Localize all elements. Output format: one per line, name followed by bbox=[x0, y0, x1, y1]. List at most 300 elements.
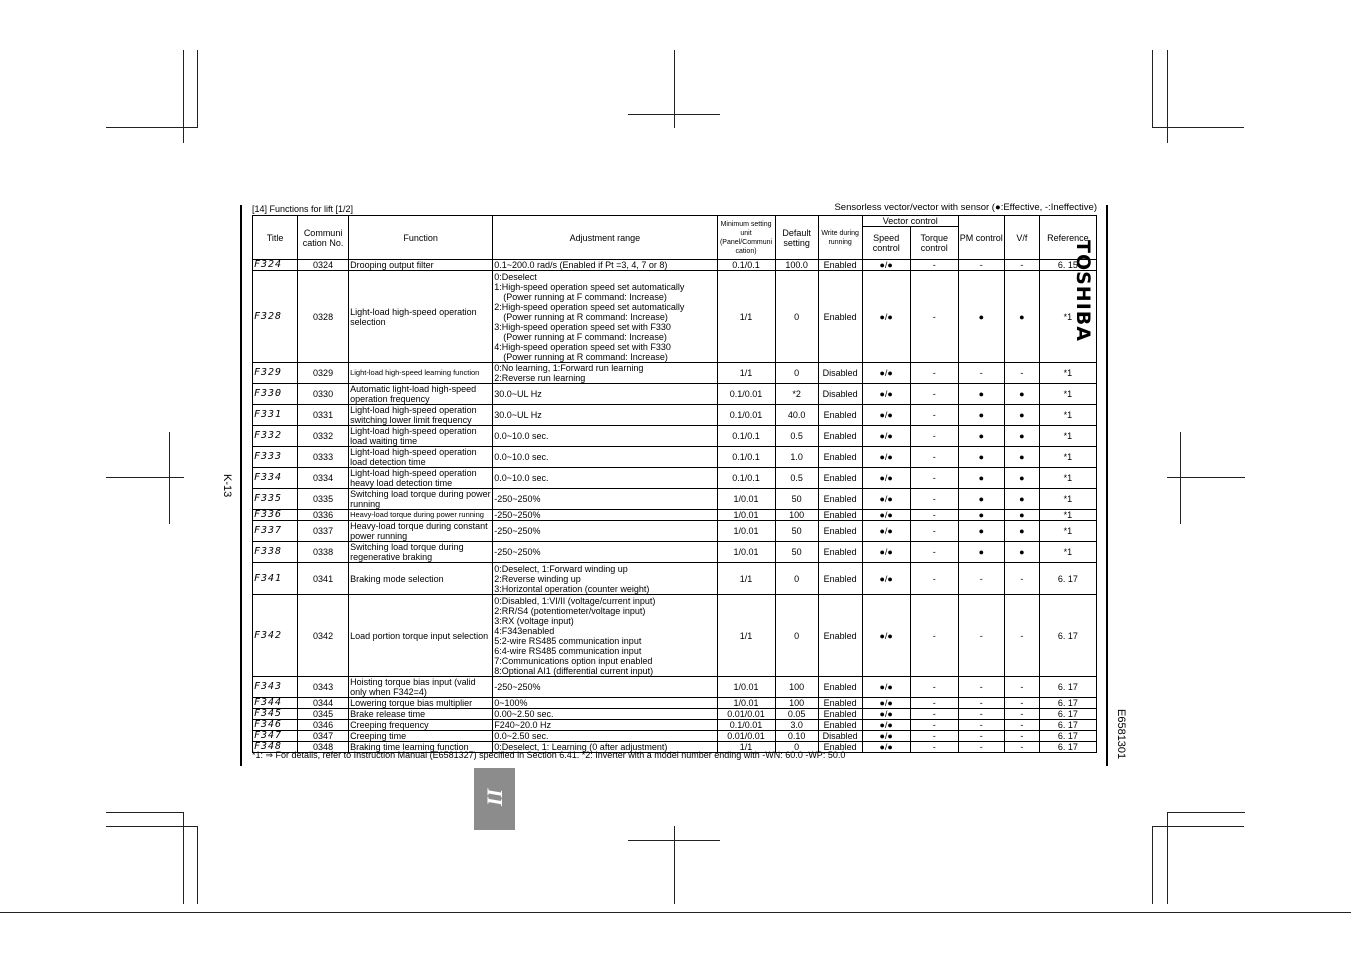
function-name: Creeping time bbox=[349, 731, 493, 742]
function-name: Light-load high-speed learning function bbox=[349, 363, 493, 384]
function-name: Hoisting torque bias input (valid only when F342=4) bbox=[349, 677, 493, 698]
pm-control: ● bbox=[958, 468, 1004, 489]
adjustment-range bbox=[493, 731, 717, 742]
pm-control: ● bbox=[958, 405, 1004, 426]
pm-control: - bbox=[958, 720, 1004, 731]
reference: *1 bbox=[1039, 405, 1096, 426]
adjustment-line: 0:Deselect, 1:Forward winding up bbox=[494, 563, 628, 574]
min-setting-unit: 1/0.01 bbox=[717, 698, 775, 709]
write-during-running: Enabled bbox=[818, 698, 862, 709]
pm-control: ● bbox=[958, 426, 1004, 447]
torque-control: - bbox=[910, 709, 958, 720]
speed-control: ●/● bbox=[862, 426, 910, 447]
torque-control: - bbox=[910, 489, 958, 510]
adjustment-line: -250~250% bbox=[494, 547, 541, 557]
adjustment-line: 8:Optional AI1 (differential current input) bbox=[494, 665, 654, 676]
table-row bbox=[253, 271, 1097, 363]
speed-control: ●/● bbox=[862, 468, 910, 489]
adjustment-line: -250~250% bbox=[494, 494, 541, 504]
table-row bbox=[253, 384, 1097, 405]
comm-number: 0342 bbox=[298, 595, 349, 677]
reference: 6. 17 bbox=[1039, 720, 1096, 731]
speed-control: ●/● bbox=[862, 720, 910, 731]
speed-control: ●/● bbox=[862, 677, 910, 698]
adjustment-range bbox=[493, 521, 717, 542]
default-setting: 40.0 bbox=[775, 405, 818, 426]
table-row bbox=[253, 426, 1097, 447]
adjustment-line: (Power running at R command: Increase) bbox=[503, 311, 668, 322]
adjustment-line: 1:High-speed operation speed set automatically bbox=[494, 281, 685, 292]
min-setting-unit: 1/1 bbox=[717, 595, 775, 677]
speed-control: ●/● bbox=[862, 698, 910, 709]
adjustment-range bbox=[493, 426, 717, 447]
speed-control: ●/● bbox=[862, 384, 910, 405]
torque-control: - bbox=[910, 563, 958, 595]
pm-control: - bbox=[958, 363, 1004, 384]
torque-control: - bbox=[910, 468, 958, 489]
reference: *1 bbox=[1039, 542, 1096, 563]
adjustment-line: 0.0~10.0 sec. bbox=[494, 452, 549, 462]
adjustment-range bbox=[493, 542, 717, 563]
adjustment-range bbox=[493, 260, 717, 271]
min-setting-unit: 0.1/0.01 bbox=[717, 405, 775, 426]
pm-control: - bbox=[958, 595, 1004, 677]
comm-number: 0341 bbox=[298, 563, 349, 595]
param-title: F345 bbox=[253, 709, 298, 720]
default-setting: 0 bbox=[775, 563, 818, 595]
speed-control: ●/● bbox=[862, 510, 910, 521]
min-setting-unit: 0.1/0.1 bbox=[717, 260, 775, 271]
min-setting-unit: 0.1/0.1 bbox=[717, 468, 775, 489]
write-during-running: Enabled bbox=[818, 595, 862, 677]
default-setting: 100 bbox=[775, 677, 818, 698]
param-title: F348 bbox=[253, 742, 298, 753]
default-setting: 100.0 bbox=[775, 260, 818, 271]
adjustment-line: 3:RX (voltage input) bbox=[494, 615, 574, 626]
torque-control: - bbox=[910, 731, 958, 742]
param-title: F332 bbox=[253, 426, 298, 447]
function-name: Switching load torque during regenerative braking bbox=[349, 542, 493, 563]
vf-control: - bbox=[1004, 363, 1039, 384]
adjustment-range bbox=[493, 510, 717, 521]
vf-control: - bbox=[1004, 709, 1039, 720]
function-name: Brake release time bbox=[349, 709, 493, 720]
default-setting: 50 bbox=[775, 542, 818, 563]
torque-control: - bbox=[910, 742, 958, 753]
adjustment-line: 0:Disabled, 1:VI/II (voltage/current input) bbox=[494, 595, 656, 606]
col-speed: Speed control bbox=[862, 227, 910, 260]
function-name: Light-load high-speed operation load waiting time bbox=[349, 426, 493, 447]
adjustment-line: 6:4-wire RS485 communication input bbox=[494, 645, 642, 656]
default-setting: 50 bbox=[775, 489, 818, 510]
table-row bbox=[253, 677, 1097, 698]
speed-control: ●/● bbox=[862, 260, 910, 271]
comm-number: 0343 bbox=[298, 677, 349, 698]
default-setting: *2 bbox=[775, 384, 818, 405]
speed-control: ●/● bbox=[862, 563, 910, 595]
adjustment-line: 7:Communications option input enabled bbox=[494, 655, 653, 666]
min-setting-unit: 1/0.01 bbox=[717, 510, 775, 521]
adjustment-range bbox=[493, 489, 717, 510]
param-title: F329 bbox=[253, 363, 298, 384]
reference: 6. 15 bbox=[1039, 260, 1096, 271]
section-tab bbox=[474, 768, 515, 830]
speed-control: ●/● bbox=[862, 271, 910, 363]
table-caption: [14] Functions for lift [1/2] bbox=[252, 204, 354, 214]
function-name: Light-load high-speed operation selection bbox=[349, 271, 493, 363]
param-title: F347 bbox=[253, 731, 298, 742]
comm-number: 0337 bbox=[298, 521, 349, 542]
min-setting-unit: 1/1 bbox=[717, 563, 775, 595]
parameter-table bbox=[252, 215, 1097, 753]
table-row bbox=[253, 595, 1097, 677]
speed-control: ●/● bbox=[862, 405, 910, 426]
pm-control: - bbox=[958, 709, 1004, 720]
comm-number: 0345 bbox=[298, 709, 349, 720]
comm-number: 0328 bbox=[298, 271, 349, 363]
legend-text: Sensorless vector/vector with sensor (●:Effective, -:Ineffective) bbox=[834, 202, 1097, 213]
speed-control: ●/● bbox=[862, 542, 910, 563]
write-during-running: Disabled bbox=[818, 363, 862, 384]
write-during-running: Enabled bbox=[818, 720, 862, 731]
comm-number: 0336 bbox=[298, 510, 349, 521]
vf-control: ● bbox=[1004, 384, 1039, 405]
adjustment-line: -250~250% bbox=[494, 510, 541, 520]
write-during-running: Enabled bbox=[818, 447, 862, 468]
function-name: Switching load torque during power running bbox=[349, 489, 493, 510]
param-title: F334 bbox=[253, 468, 298, 489]
table-row bbox=[253, 709, 1097, 720]
document-number: E6581301 bbox=[1115, 709, 1127, 760]
comm-number: 0329 bbox=[298, 363, 349, 384]
adjustment-line: 2:High-speed operation speed set automatically bbox=[494, 301, 685, 312]
min-setting-unit: 0.01/0.01 bbox=[717, 709, 775, 720]
adjustment-line: 0.0~10.0 sec. bbox=[494, 431, 549, 441]
param-title: F335 bbox=[253, 489, 298, 510]
adjustment-line: 3:High-speed operation speed set with F330 bbox=[494, 321, 671, 332]
write-during-running: Enabled bbox=[818, 405, 862, 426]
reference: *1 bbox=[1039, 468, 1096, 489]
comm-number: 0332 bbox=[298, 426, 349, 447]
param-title: F344 bbox=[253, 698, 298, 709]
function-name: Light-load high-speed operation load detection time bbox=[349, 447, 493, 468]
write-during-running: Enabled bbox=[818, 468, 862, 489]
pm-control: - bbox=[958, 742, 1004, 753]
min-setting-unit: 1/0.01 bbox=[717, 542, 775, 563]
speed-control: ●/● bbox=[862, 595, 910, 677]
torque-control: - bbox=[910, 384, 958, 405]
write-during-running: Enabled bbox=[818, 489, 862, 510]
adjustment-range bbox=[493, 709, 717, 720]
adjustment-range bbox=[493, 595, 717, 677]
table-row bbox=[253, 510, 1097, 521]
function-name: Lowering torque bias multiplier bbox=[349, 698, 493, 709]
write-during-running: Enabled bbox=[818, 521, 862, 542]
default-setting: 100 bbox=[775, 510, 818, 521]
adjustment-line: 0~100% bbox=[494, 698, 528, 708]
vf-control: - bbox=[1004, 742, 1039, 753]
torque-control: - bbox=[910, 510, 958, 521]
comm-number: 0346 bbox=[298, 720, 349, 731]
pm-control: ● bbox=[958, 447, 1004, 468]
speed-control: ●/● bbox=[862, 709, 910, 720]
vf-control: ● bbox=[1004, 271, 1039, 363]
col-default: Default setting bbox=[775, 216, 818, 260]
col-reference: Reference bbox=[1039, 216, 1096, 260]
torque-control: - bbox=[910, 677, 958, 698]
table-row bbox=[253, 363, 1097, 384]
vf-control: ● bbox=[1004, 510, 1039, 521]
table-row bbox=[253, 405, 1097, 426]
vf-control: ● bbox=[1004, 542, 1039, 563]
reference: 6. 17 bbox=[1039, 563, 1096, 595]
table-row bbox=[253, 489, 1097, 510]
default-setting: 0.05 bbox=[775, 709, 818, 720]
adjustment-line: 5:2-wire RS485 communication input bbox=[494, 635, 642, 646]
function-name: Creeping frequency bbox=[349, 720, 493, 731]
torque-control: - bbox=[910, 595, 958, 677]
pm-control: - bbox=[958, 698, 1004, 709]
vf-control: ● bbox=[1004, 405, 1039, 426]
col-pm: PM control bbox=[958, 216, 1004, 260]
right-margin-bar bbox=[1106, 205, 1108, 766]
adjustment-line: F240~20.0 Hz bbox=[494, 720, 552, 730]
adjustment-line: 0.0~10.0 sec. bbox=[494, 473, 549, 483]
vf-control: - bbox=[1004, 731, 1039, 742]
pm-control: - bbox=[958, 677, 1004, 698]
function-name: Load portion torque input selection bbox=[349, 595, 493, 677]
comm-number: 0338 bbox=[298, 542, 349, 563]
write-during-running: Enabled bbox=[818, 677, 862, 698]
reference: *1 bbox=[1039, 521, 1096, 542]
function-name: Braking time learning function bbox=[349, 742, 493, 753]
min-setting-unit: 1/0.01 bbox=[717, 521, 775, 542]
write-during-running: Enabled bbox=[818, 426, 862, 447]
function-name: Braking mode selection bbox=[349, 563, 493, 595]
min-setting-unit: 1/0.01 bbox=[717, 677, 775, 698]
adjustment-line: 0.00~2.50 sec. bbox=[494, 709, 554, 719]
min-setting-unit: 0.1/0.01 bbox=[717, 720, 775, 731]
param-title: F337 bbox=[253, 521, 298, 542]
reference: 6. 17 bbox=[1039, 709, 1096, 720]
function-name: Light-load high-speed operation heavy load detection time bbox=[349, 468, 493, 489]
pm-control: ● bbox=[958, 384, 1004, 405]
speed-control: ●/● bbox=[862, 521, 910, 542]
speed-control: ●/● bbox=[862, 363, 910, 384]
table-row bbox=[253, 521, 1097, 542]
speed-control: ●/● bbox=[862, 489, 910, 510]
min-setting-unit: 1/0.01 bbox=[717, 489, 775, 510]
col-min-unit: Minimum setting unit (Panel/Communi cation) bbox=[717, 216, 775, 260]
reference: 6. 17 bbox=[1039, 731, 1096, 742]
adjustment-range bbox=[493, 405, 717, 426]
torque-control: - bbox=[910, 698, 958, 709]
reference: *1 bbox=[1039, 363, 1096, 384]
param-title: F324 bbox=[253, 260, 298, 271]
comm-number: 0344 bbox=[298, 698, 349, 709]
vf-control: ● bbox=[1004, 447, 1039, 468]
adjustment-range bbox=[493, 677, 717, 698]
col-comm-no: Communi cation No. bbox=[298, 216, 349, 260]
function-name: Light-load high-speed operation switching lower limit frequency bbox=[349, 405, 493, 426]
function-name: Drooping output filter bbox=[349, 260, 493, 271]
torque-control: - bbox=[910, 542, 958, 563]
vf-control: - bbox=[1004, 563, 1039, 595]
reference: 6. 17 bbox=[1039, 677, 1096, 698]
col-write: Write during running bbox=[818, 216, 862, 260]
table-row bbox=[253, 542, 1097, 563]
vf-control: - bbox=[1004, 698, 1039, 709]
adjustment-range bbox=[493, 563, 717, 595]
write-during-running: Enabled bbox=[818, 709, 862, 720]
adjustment-line: 0.1~200.0 rad/s (Enabled if Pt =3, 4, 7 or 8) bbox=[494, 260, 668, 270]
reference: *1 bbox=[1039, 384, 1096, 405]
table-row bbox=[253, 720, 1097, 731]
default-setting: 1.0 bbox=[775, 447, 818, 468]
default-setting: 100 bbox=[775, 698, 818, 709]
vf-control: ● bbox=[1004, 468, 1039, 489]
table-row bbox=[253, 468, 1097, 489]
pm-control: ● bbox=[958, 521, 1004, 542]
write-during-running: Enabled bbox=[818, 542, 862, 563]
torque-control: - bbox=[910, 271, 958, 363]
adjustment-line: -250~250% bbox=[494, 682, 541, 692]
col-title: Title bbox=[253, 216, 298, 260]
function-name: Heavy-load torque during power running bbox=[349, 510, 493, 521]
comm-number: 0324 bbox=[298, 260, 349, 271]
vf-control: - bbox=[1004, 260, 1039, 271]
default-setting: 0 bbox=[775, 595, 818, 677]
pm-control: - bbox=[958, 563, 1004, 595]
torque-control: - bbox=[910, 405, 958, 426]
col-function: Function bbox=[349, 216, 493, 260]
reference: 6. 17 bbox=[1039, 595, 1096, 677]
write-during-running: Disabled bbox=[818, 731, 862, 742]
pm-control: ● bbox=[958, 542, 1004, 563]
reference: *1 bbox=[1039, 447, 1096, 468]
adjustment-line: 4:High-speed operation speed set with F330 bbox=[494, 341, 671, 352]
param-title: F336 bbox=[253, 510, 298, 521]
comm-number: 0330 bbox=[298, 384, 349, 405]
adjustment-line: 0:Deselect, 1: Learning (0 after adjustment) bbox=[494, 742, 668, 752]
reference: *1 bbox=[1039, 271, 1096, 363]
param-title: F342 bbox=[253, 595, 298, 677]
adjustment-line: (Power running at R command: Increase) bbox=[503, 351, 668, 362]
footnote: *1: ⇒ For details, refer to Instruction Manual (E6581327) specified in Section 6.41. *2: Inverter with a model number ending with -WN: 60.0 -WP: 50.0 bbox=[252, 750, 846, 760]
adjustment-line: 30.0~UL Hz bbox=[494, 389, 542, 399]
torque-control: - bbox=[910, 363, 958, 384]
torque-control: - bbox=[910, 260, 958, 271]
function-name: Automatic light-load high-speed operation frequency bbox=[349, 384, 493, 405]
default-setting: 0.5 bbox=[775, 468, 818, 489]
speed-control: ●/● bbox=[862, 742, 910, 753]
vf-control: - bbox=[1004, 720, 1039, 731]
adjustment-line: (Power running at F command: Increase) bbox=[503, 331, 667, 342]
adjustment-line: 30.0~UL Hz bbox=[494, 410, 542, 420]
min-setting-unit: 1/1 bbox=[717, 271, 775, 363]
write-during-running: Enabled bbox=[818, 510, 862, 521]
adjustment-line: 2:Reverse run learning bbox=[494, 373, 586, 383]
adjustment-line: 0:No learning, 1:Forward run learning bbox=[494, 363, 644, 373]
reference: 6. 17 bbox=[1039, 698, 1096, 709]
adjustment-range bbox=[493, 698, 717, 709]
col-vf: V/f bbox=[1004, 216, 1039, 260]
min-setting-unit: 1/1 bbox=[717, 742, 775, 753]
torque-control: - bbox=[910, 521, 958, 542]
page-number: K-13 bbox=[221, 474, 233, 498]
adjustment-line: 2:Reverse winding up bbox=[494, 573, 581, 584]
write-during-running: Enabled bbox=[818, 260, 862, 271]
table-row bbox=[253, 447, 1097, 468]
comm-number: 0347 bbox=[298, 731, 349, 742]
vf-control: ● bbox=[1004, 489, 1039, 510]
parameter-table-wrap bbox=[252, 215, 1097, 753]
vf-control: - bbox=[1004, 677, 1039, 698]
torque-control: - bbox=[910, 426, 958, 447]
pm-control: ● bbox=[958, 510, 1004, 521]
table-row bbox=[253, 260, 1097, 271]
default-setting: 0 bbox=[775, 271, 818, 363]
comm-number: 0331 bbox=[298, 405, 349, 426]
write-during-running: Enabled bbox=[818, 271, 862, 363]
adjustment-range bbox=[493, 271, 717, 363]
param-title: F333 bbox=[253, 447, 298, 468]
adjustment-range bbox=[493, 468, 717, 489]
default-setting: 0.10 bbox=[775, 731, 818, 742]
min-setting-unit: 0.1/0.1 bbox=[717, 447, 775, 468]
brand-logo: TOSHIBA bbox=[1072, 240, 1094, 342]
adjustment-range bbox=[493, 447, 717, 468]
write-during-running: Enabled bbox=[818, 563, 862, 595]
default-setting: 0 bbox=[775, 363, 818, 384]
param-title: F328 bbox=[253, 271, 298, 363]
min-setting-unit: 0.1/0.1 bbox=[717, 426, 775, 447]
adjustment-range bbox=[493, 384, 717, 405]
default-setting: 3.0 bbox=[775, 720, 818, 731]
col-vector-group: Vector control bbox=[862, 216, 958, 227]
speed-control: ●/● bbox=[862, 731, 910, 742]
adjustment-line: (Power running at F command: Increase) bbox=[503, 291, 667, 302]
vf-control: ● bbox=[1004, 426, 1039, 447]
param-title: F341 bbox=[253, 563, 298, 595]
reference: *1 bbox=[1039, 426, 1096, 447]
write-during-running: Enabled bbox=[818, 742, 862, 753]
table-row bbox=[253, 698, 1097, 709]
speed-control: ●/● bbox=[862, 447, 910, 468]
table-row bbox=[253, 563, 1097, 595]
col-adjustment: Adjustment range bbox=[493, 216, 717, 260]
function-name: Heavy-load torque during constant power running bbox=[349, 521, 493, 542]
param-title: F331 bbox=[253, 405, 298, 426]
param-title: F343 bbox=[253, 677, 298, 698]
default-setting: 0 bbox=[775, 742, 818, 753]
adjustment-line: -250~250% bbox=[494, 526, 541, 536]
adjustment-line: 0:Deselect bbox=[494, 271, 537, 282]
reference: *1 bbox=[1039, 510, 1096, 521]
adjustment-line: 4:F343enabled bbox=[494, 625, 555, 636]
comm-number: 0334 bbox=[298, 468, 349, 489]
torque-control: - bbox=[910, 447, 958, 468]
write-during-running: Disabled bbox=[818, 384, 862, 405]
default-setting: 50 bbox=[775, 521, 818, 542]
comm-number: 0335 bbox=[298, 489, 349, 510]
adjustment-range bbox=[493, 363, 717, 384]
adjustment-range bbox=[493, 720, 717, 731]
comm-number: 0348 bbox=[298, 742, 349, 753]
default-setting: 0.5 bbox=[775, 426, 818, 447]
table-body bbox=[253, 260, 1097, 753]
reference: 6. 17 bbox=[1039, 742, 1096, 753]
